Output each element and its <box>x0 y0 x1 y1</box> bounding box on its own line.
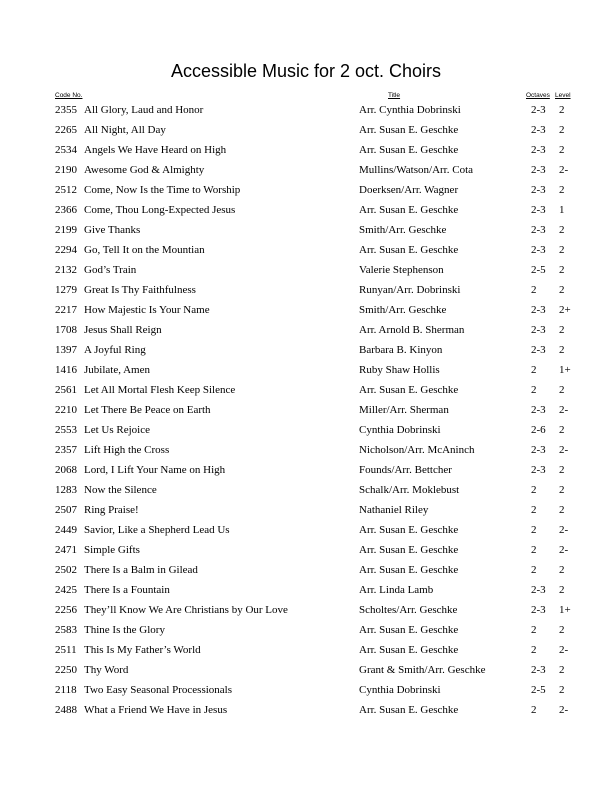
item-octaves: 2-5 <box>531 264 546 276</box>
item-octaves: 2-3 <box>531 404 546 416</box>
item-arranger: Smith/Arr. Geschke <box>359 304 447 316</box>
column-header-code: Code No. <box>55 92 83 99</box>
item-arranger: Nathaniel Riley <box>359 504 429 516</box>
item-level: 2- <box>559 444 569 456</box>
item-title: Thy Word <box>84 664 129 676</box>
item-octaves: 2-3 <box>531 584 546 596</box>
item-arranger: Barbara B. Kinyon <box>359 344 443 356</box>
item-title: How Majestic Is Your Name <box>84 304 210 316</box>
list-item <box>0 120 612 140</box>
item-title: Ring Praise! <box>84 504 139 516</box>
item-arranger: Valerie Stephenson <box>359 264 444 276</box>
column-header-title: Title <box>388 92 401 99</box>
list-item <box>0 600 612 620</box>
item-code: 2488 <box>55 704 77 716</box>
item-arranger: Arr. Susan E. Geschke <box>359 544 459 556</box>
list-item <box>0 640 612 660</box>
item-arranger: Arr. Susan E. Geschke <box>359 144 459 156</box>
item-level: 2 <box>559 224 565 236</box>
item-code: 1397 <box>55 344 77 356</box>
item-level: 2 <box>559 584 565 596</box>
item-title: Awesome God & Almighty <box>84 164 205 176</box>
item-level: 2- <box>559 524 569 536</box>
item-level: 2 <box>559 464 565 476</box>
item-arranger: Arr. Arnold B. Sherman <box>359 324 465 336</box>
item-arranger: Founds/Arr. Bettcher <box>359 464 452 476</box>
list-item <box>0 220 612 240</box>
item-level: 2 <box>559 324 565 336</box>
item-octaves: 2-3 <box>531 344 546 356</box>
item-code: 2190 <box>55 164 77 176</box>
item-arranger: Runyan/Arr. Dobrinski <box>359 284 461 296</box>
item-title: Jubilate, Amen <box>84 364 150 376</box>
item-code: 2425 <box>55 584 77 596</box>
item-octaves: 2-3 <box>531 304 546 316</box>
list-item <box>0 540 612 560</box>
item-octaves: 2 <box>531 524 537 536</box>
item-title: This Is My Father’s World <box>84 644 201 656</box>
item-code: 2507 <box>55 504 77 516</box>
item-code: 2355 <box>55 104 77 116</box>
item-code: 2534 <box>55 144 77 156</box>
list-item <box>0 340 612 360</box>
item-level: 2 <box>559 684 565 696</box>
list-item <box>0 660 612 680</box>
item-title: All Night, All Day <box>84 124 166 136</box>
item-level: 2 <box>559 344 565 356</box>
item-level: 2 <box>559 564 565 576</box>
item-title: Jesus Shall Reign <box>84 324 162 336</box>
item-title: Give Thanks <box>84 224 141 236</box>
item-octaves: 2 <box>531 384 537 396</box>
item-arranger: Cynthia Dobrinski <box>359 684 441 696</box>
list-item <box>0 160 612 180</box>
item-level: 2 <box>559 244 565 256</box>
item-octaves: 2-3 <box>531 244 546 256</box>
item-octaves: 2-6 <box>531 424 546 436</box>
item-title: Great Is Thy Faithfulness <box>84 284 196 296</box>
item-level: 2 <box>559 504 565 516</box>
item-level: 2 <box>559 484 565 496</box>
item-arranger: Doerksen/Arr. Wagner <box>359 184 459 196</box>
item-code: 2357 <box>55 444 77 456</box>
item-title: Come, Thou Long-Expected Jesus <box>84 204 236 216</box>
item-octaves: 2 <box>531 284 537 296</box>
item-level: 2+ <box>559 304 571 316</box>
item-level: 2- <box>559 404 569 416</box>
item-arranger: Arr. Cynthia Dobrinski <box>359 104 461 116</box>
list-item <box>0 520 612 540</box>
item-level: 2 <box>559 124 565 136</box>
item-code: 1416 <box>55 364 77 376</box>
item-arranger: Smith/Arr. Geschke <box>359 224 447 236</box>
item-octaves: 2 <box>531 624 537 636</box>
item-level: 2 <box>559 624 565 636</box>
item-title: Let There Be Peace on Earth <box>84 404 211 416</box>
item-arranger: Arr. Susan E. Geschke <box>359 704 459 716</box>
item-arranger: Cynthia Dobrinski <box>359 424 441 436</box>
item-title: Lift High the Cross <box>84 444 170 456</box>
list-item <box>0 320 612 340</box>
item-title: Let Us Rejoice <box>84 424 150 436</box>
item-title: Savior, Like a Shepherd Lead Us <box>84 524 230 536</box>
item-arranger: Ruby Shaw Hollis <box>359 364 440 376</box>
list-item <box>0 420 612 440</box>
item-code: 2210 <box>55 404 77 416</box>
item-level: 2 <box>559 264 565 276</box>
item-octaves: 2-3 <box>531 664 546 676</box>
item-code: 2561 <box>55 384 77 396</box>
item-code: 2294 <box>55 244 77 256</box>
item-code: 2068 <box>55 464 77 476</box>
item-octaves: 2 <box>531 704 537 716</box>
item-octaves: 2 <box>531 544 537 556</box>
item-code: 2250 <box>55 664 77 676</box>
item-octaves: 2-3 <box>531 124 546 136</box>
item-level: 2- <box>559 164 569 176</box>
item-level: 2 <box>559 104 565 116</box>
item-octaves: 2-5 <box>531 684 546 696</box>
item-arranger: Arr. Susan E. Geschke <box>359 644 459 656</box>
item-arranger: Schalk/Arr. Moklebust <box>359 484 460 496</box>
item-code: 2217 <box>55 304 77 316</box>
item-title: Angels We Have Heard on High <box>84 144 227 156</box>
item-level: 2 <box>559 384 565 396</box>
item-title: Two Easy Seasonal Processionals <box>84 684 233 696</box>
item-octaves: 2-3 <box>531 104 546 116</box>
item-code: 2512 <box>55 184 77 196</box>
item-octaves: 2 <box>531 484 537 496</box>
item-level: 2 <box>559 424 565 436</box>
item-title: All Glory, Laud and Honor <box>84 104 204 116</box>
item-title: A Joyful Ring <box>84 344 146 356</box>
list-item <box>0 700 612 720</box>
column-header-level: Level <box>555 92 571 99</box>
item-level: 1+ <box>559 604 571 616</box>
item-octaves: 2 <box>531 504 537 516</box>
item-arranger: Miller/Arr. Sherman <box>359 404 449 416</box>
list-item <box>0 280 612 300</box>
item-code: 2132 <box>55 264 77 276</box>
page-title: Accessible Music for 2 oct. Choirs <box>170 61 442 81</box>
list-item <box>0 260 612 280</box>
list-item <box>0 480 612 500</box>
item-title: Now the Silence <box>84 484 157 496</box>
item-arranger: Arr. Susan E. Geschke <box>359 564 459 576</box>
item-arranger: Grant & Smith/Arr. Geschke <box>359 664 486 676</box>
item-arranger: Arr. Susan E. Geschke <box>359 384 459 396</box>
list-item <box>0 400 612 420</box>
item-code: 1279 <box>55 284 77 296</box>
item-code: 2583 <box>55 624 77 636</box>
list-item <box>0 380 612 400</box>
item-level: 2- <box>559 704 569 716</box>
list-item <box>0 300 612 320</box>
item-title: Come, Now Is the Time to Worship <box>84 184 241 196</box>
item-octaves: 2-3 <box>531 164 546 176</box>
list-item <box>0 140 612 160</box>
item-level: 2- <box>559 644 569 656</box>
list-item <box>0 460 612 480</box>
item-level: 2 <box>559 144 565 156</box>
item-arranger: Mullins/Watson/Arr. Cota <box>359 164 474 176</box>
list-item <box>0 680 612 700</box>
item-level: 1+ <box>559 364 571 376</box>
item-code: 2256 <box>55 604 77 616</box>
item-code: 2118 <box>55 684 77 696</box>
list-item <box>0 200 612 220</box>
item-arranger: Scholtes/Arr. Geschke <box>359 604 458 616</box>
item-code: 2553 <box>55 424 77 436</box>
column-header-octaves: Octaves <box>526 92 550 99</box>
item-arranger: Arr. Susan E. Geschke <box>359 244 459 256</box>
item-title: Go, Tell It on the Mountian <box>84 244 205 256</box>
item-title: Thine Is the Glory <box>84 624 165 636</box>
item-octaves: 2 <box>531 364 537 376</box>
item-level: 1 <box>559 204 565 216</box>
item-level: 2 <box>559 184 565 196</box>
item-octaves: 2-3 <box>531 144 546 156</box>
item-title: There Is a Balm in Gilead <box>84 564 198 576</box>
item-code: 2502 <box>55 564 77 576</box>
item-octaves: 2-3 <box>531 604 546 616</box>
item-code: 1708 <box>55 324 77 336</box>
item-level: 2- <box>559 544 569 556</box>
item-code: 2449 <box>55 524 77 536</box>
item-octaves: 2-3 <box>531 444 546 456</box>
item-title: Let All Mortal Flesh Keep Silence <box>84 384 236 396</box>
list-item <box>0 240 612 260</box>
item-arranger: Arr. Linda Lamb <box>359 584 434 596</box>
item-octaves: 2-3 <box>531 184 546 196</box>
item-octaves: 2 <box>531 564 537 576</box>
item-octaves: 2-3 <box>531 324 546 336</box>
item-arranger: Arr. Susan E. Geschke <box>359 624 459 636</box>
item-title: Lord, I Lift Your Name on High <box>84 464 226 476</box>
list-item <box>0 360 612 380</box>
item-title: There Is a Fountain <box>84 584 170 596</box>
item-code: 2366 <box>55 204 77 216</box>
item-level: 2 <box>559 664 565 676</box>
item-title: They’ll Know We Are Christians by Our Love <box>84 604 288 616</box>
list-item <box>0 100 612 120</box>
item-octaves: 2-3 <box>531 464 546 476</box>
item-title: Simple Gifts <box>84 544 140 556</box>
item-octaves: 2-3 <box>531 204 546 216</box>
item-code: 2471 <box>55 544 77 556</box>
list-item <box>0 440 612 460</box>
item-arranger: Arr. Susan E. Geschke <box>359 524 459 536</box>
item-title: What a Friend We Have in Jesus <box>84 704 228 716</box>
list-item <box>0 560 612 580</box>
item-title: God’s Train <box>84 264 137 276</box>
item-code: 2265 <box>55 124 77 136</box>
item-code: 1283 <box>55 484 77 496</box>
item-octaves: 2 <box>531 644 537 656</box>
item-arranger: Arr. Susan E. Geschke <box>359 124 459 136</box>
item-level: 2 <box>559 284 565 296</box>
list-item <box>0 500 612 520</box>
list-item <box>0 580 612 600</box>
item-arranger: Arr. Susan E. Geschke <box>359 204 459 216</box>
music-list <box>0 100 612 720</box>
item-code: 2199 <box>55 224 77 236</box>
item-code: 2511 <box>55 644 77 656</box>
item-arranger: Nicholson/Arr. McAninch <box>359 444 475 456</box>
item-octaves: 2-3 <box>531 224 546 236</box>
list-item <box>0 180 612 200</box>
list-item <box>0 620 612 640</box>
